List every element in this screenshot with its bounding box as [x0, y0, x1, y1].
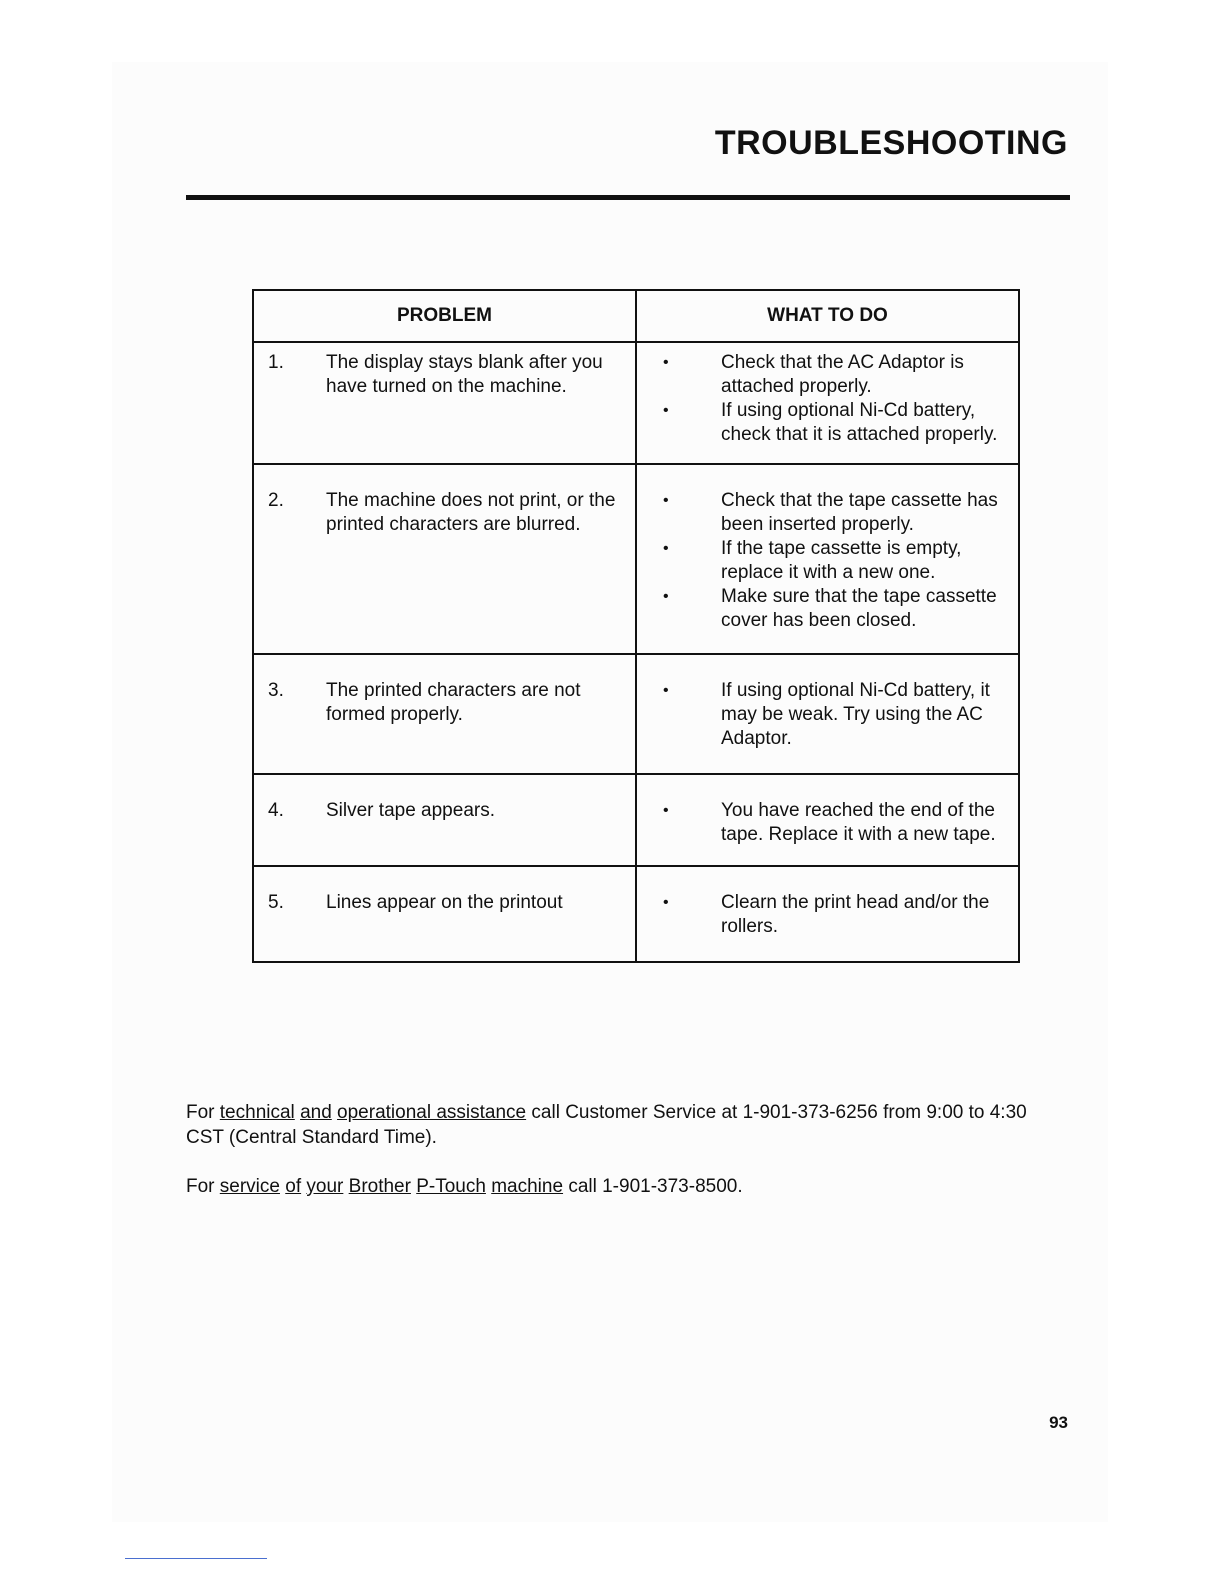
- table-header-row: [253, 290, 1019, 342]
- title-rule: [186, 195, 1070, 200]
- action-item: [663, 399, 1004, 447]
- contact-prefix: For: [186, 1102, 215, 1123]
- problem-text: The printed characters are not formed properly.: [326, 680, 581, 725]
- action-item: [663, 537, 1004, 585]
- brother-link-text: Brother: [348, 1176, 411, 1197]
- table-row: [253, 866, 1019, 962]
- problem-text: Lines appear on the printout: [326, 892, 563, 913]
- bullet-icon: •: [663, 588, 669, 605]
- action-text: Clearn the print head and/or the rollers.: [721, 892, 990, 937]
- problem-cell: [253, 866, 636, 962]
- action-text: Make sure that the tape cassette cover has been closed.: [721, 586, 997, 631]
- machine-link-text: machine: [491, 1176, 564, 1197]
- footer-link-line: [125, 1558, 267, 1559]
- action-text: Check that the tape cassette has been inserted properly.: [721, 490, 998, 535]
- page-title: TROUBLESHOOTING: [714, 124, 1068, 162]
- action-item: [663, 891, 1004, 939]
- what-to-do-cell: [636, 866, 1019, 962]
- what-to-do-cell: [636, 774, 1019, 866]
- bullet-icon: •: [663, 802, 669, 819]
- table-row: [253, 342, 1019, 464]
- what-to-do-cell: [636, 464, 1019, 654]
- bullet-icon: •: [663, 354, 669, 371]
- p-touch-link-text: P-Touch: [416, 1176, 486, 1197]
- problem-cell: [253, 654, 636, 774]
- bullet-icon: •: [663, 894, 669, 911]
- of-link-text: of: [285, 1176, 302, 1197]
- bullet-icon: •: [663, 492, 669, 509]
- action-text: If the tape cassette is empty, replace it with a new one.: [721, 538, 962, 583]
- problem-column-header: PROBLEM: [253, 290, 636, 342]
- problem-cell: [253, 464, 636, 654]
- action-item: [663, 351, 1004, 399]
- problem-text: The machine does not print, or the printed characters are blurred.: [326, 490, 616, 535]
- problem-number: 2.: [268, 490, 284, 511]
- action-item: [663, 799, 1004, 847]
- action-item: [663, 679, 1004, 751]
- problem-number: 5.: [268, 892, 284, 913]
- technical-assistance-note: [186, 1100, 1046, 1150]
- bullet-icon: •: [663, 402, 669, 419]
- service-link-text: service: [219, 1176, 280, 1197]
- page-number: 93: [1049, 1413, 1068, 1432]
- problem-cell: [253, 342, 636, 464]
- problem-cell: [253, 774, 636, 866]
- troubleshooting-table: [252, 289, 1020, 963]
- what-to-do-cell: [636, 654, 1019, 774]
- bullet-icon: •: [663, 682, 669, 699]
- action-text: If using optional Ni-Cd battery, check that it is attached properly.: [721, 400, 998, 445]
- bullet-icon: •: [663, 540, 669, 557]
- table-row: [253, 774, 1019, 866]
- what-to-do-cell: [636, 342, 1019, 464]
- service-note: [186, 1174, 1046, 1199]
- problem-text: The display stays blank after you have turned on the machine.: [326, 352, 603, 397]
- action-text: If using optional Ni-Cd battery, it may be weak. Try using the AC Adaptor.: [721, 680, 990, 749]
- action-item: [663, 585, 1004, 633]
- table-row: [253, 464, 1019, 654]
- and-link-text: and: [300, 1102, 332, 1123]
- action-item: [663, 489, 1004, 537]
- contact-prefix: For: [186, 1176, 215, 1197]
- problem-number: 3.: [268, 680, 284, 701]
- table-row: [253, 654, 1019, 774]
- customer-service-text: call Customer Service at 1-901-373-6256 from 9:00 to 4:30 CST (Central Standard Time).: [186, 1102, 1027, 1148]
- problem-number: 1.: [268, 352, 284, 373]
- operational-assistance-link-text: operational assistance: [337, 1102, 527, 1123]
- service-phone-text: call 1-901-373-8500.: [568, 1176, 743, 1197]
- problem-text: Silver tape appears.: [326, 800, 495, 821]
- your-link-text: your: [306, 1176, 344, 1197]
- what-to-do-column-header: WHAT TO DO: [636, 290, 1019, 342]
- action-text: You have reached the end of the tape. Replace it with a new tape.: [721, 800, 996, 845]
- technical-link-text: technical: [219, 1102, 295, 1123]
- problem-number: 4.: [268, 800, 284, 821]
- action-text: Check that the AC Adaptor is attached properly.: [721, 352, 964, 397]
